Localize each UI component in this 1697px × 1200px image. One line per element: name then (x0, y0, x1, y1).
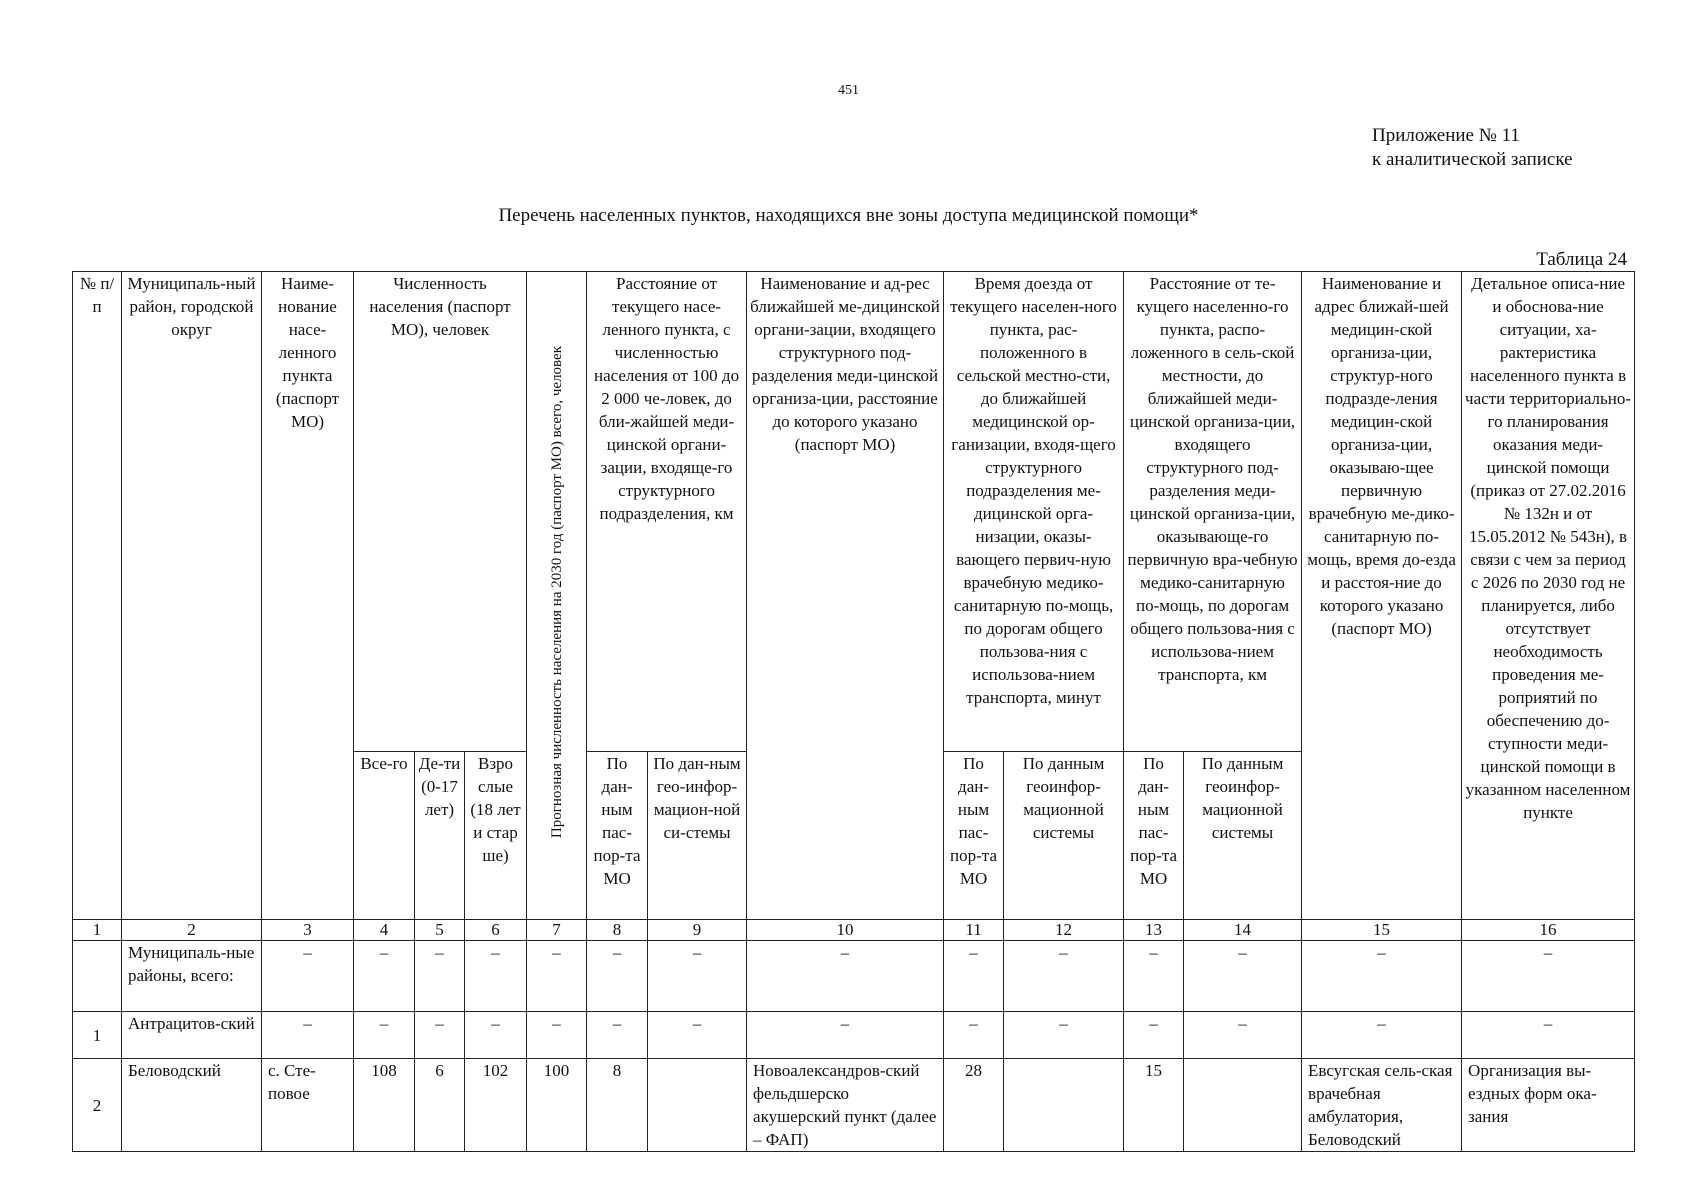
column-number: 11 (944, 920, 1004, 941)
cell-settlement: – (262, 941, 354, 1012)
header-col-4: Все-го (354, 752, 415, 920)
cell-number (73, 941, 122, 1012)
column-numbers-row (73, 920, 1635, 941)
header-col-7 (527, 272, 587, 920)
cell-time-passport: – (944, 941, 1004, 1012)
cell-rural-distance-gis (1184, 1059, 1302, 1152)
cell-rural-distance-passport: – (1124, 941, 1184, 1012)
header-col-9: По дан-ным гео-инфор-мацион-ной си-стемы (648, 752, 747, 920)
cell-total: 108 (354, 1059, 415, 1152)
cell-forecast-2030: 100 (527, 1059, 587, 1152)
column-number: 6 (465, 920, 527, 941)
column-number: 10 (747, 920, 944, 941)
cell-rural-distance-gis: – (1184, 1012, 1302, 1059)
cell-primary-care-org: – (1302, 1012, 1462, 1059)
column-number: 1 (73, 920, 122, 941)
header-col-13-14: Расстояние от те-кущего населенно-го пункта, распо-ложенного в сель-ской местности, до ближайшей меди-цинской организа-ции, входящего структурного под-разделения меди-цинской организа-ции, оказывающе-го первичную вра-чебную медико-санитарную по-мощь, по дорогам общего пользова-ния с использова-нием транспорта, км (1124, 272, 1302, 752)
cell-nearest-org: – (747, 941, 944, 1012)
column-number: 8 (587, 920, 648, 941)
header-col-3: Наиме-нование насе-ленного пункта (паспорт МО) (262, 272, 354, 920)
header-col-4-6: Численность населения (паспорт МО), человек (354, 272, 527, 752)
table-row (73, 941, 1635, 1012)
cell-district: Антрацитов-ский (122, 1012, 262, 1059)
cell-description: – (1462, 1012, 1635, 1059)
cell-children: 6 (415, 1059, 465, 1152)
table-row (73, 1059, 1635, 1152)
cell-distance-passport: 8 (587, 1059, 648, 1152)
cell-number: 1 (73, 1012, 122, 1059)
header-col-8-9: Расстояние от текущего насе-ленного пункта, с численностью населения от 100 до 2 000 че-ловек, до бли-жайшей меди-цинской органи-зации, входяще-го структурного подразделения, км (587, 272, 747, 752)
cell-children: – (415, 941, 465, 1012)
cell-distance-gis (648, 1059, 747, 1152)
cell-nearest-org: Новоалександров-ский фельдшерско акушерский пункт (далее – ФАП) (747, 1059, 944, 1152)
cell-settlement: – (262, 1012, 354, 1059)
settlements-table (72, 271, 1635, 1152)
header-col-7-text: Прогнозная численность населения на 2030 год (паспорт МО) всего, человек (548, 346, 565, 839)
header-col-16: Детальное описа-ние и обоснова-ние ситуации, ха-рактеристика населенного пункта в части территориально-го планирования оказания меди-цинской помощи (приказ от 27.02.2016 № 132н и от 15.05.2012 № 543н), в связи с чем за период с 2026 по 2030 год не планируется, либо отсутствует необходимость проведения ме-роприятий по обеспечению до-ступности меди-цинской помощи в указанном населенном пункте (1462, 272, 1635, 920)
cell-primary-care-org: – (1302, 941, 1462, 1012)
document-title: Перечень населенных пунктов, находящихся вне зоны доступа медицинской помощи* (498, 205, 1199, 226)
cell-total: – (354, 1012, 415, 1059)
cell-distance-passport: – (587, 1012, 648, 1059)
cell-district: Беловодский (122, 1059, 262, 1152)
table-label: Таблица 24 (1536, 249, 1627, 270)
cell-forecast-2030: – (527, 941, 587, 1012)
cell-nearest-org: – (747, 1012, 944, 1059)
header-col-11-12: Время доезда от текущего населен-ного пункта, рас-положенного в сельской местно-сти, до ближайшей медицинской ор-ганизации, входя-щего структурного подразделения ме-дицинской орга-низации, оказы-вающего первич-ную врачебную медико-санитарную по-мощь, по дорогам общего пользова-ния с использова-нием транспорта, минут (944, 272, 1124, 752)
column-number: 9 (648, 920, 747, 941)
cell-rural-distance-gis: – (1184, 941, 1302, 1012)
cell-adults: 102 (465, 1059, 527, 1152)
header-col-13: По дан-ным пас-пор-та МО (1124, 752, 1184, 920)
cell-distance-gis: – (648, 941, 747, 1012)
header-col-5: Де-ти (0-17 лет) (415, 752, 465, 920)
header-col-12: По данным геоинфор-мационной системы (1004, 752, 1124, 920)
cell-rural-distance-passport: 15 (1124, 1059, 1184, 1152)
appendix-caption (1372, 124, 1573, 172)
column-number: 14 (1184, 920, 1302, 941)
cell-time-gis (1004, 1059, 1124, 1152)
cell-time-gis: – (1004, 1012, 1124, 1059)
cell-rural-distance-passport: – (1124, 1012, 1184, 1059)
cell-description: – (1462, 941, 1635, 1012)
cell-adults: – (465, 1012, 527, 1059)
cell-time-passport: – (944, 1012, 1004, 1059)
cell-distance-gis: – (648, 1012, 747, 1059)
column-number: 13 (1124, 920, 1184, 941)
column-number: 16 (1462, 920, 1635, 941)
header-col-1: № п/п (73, 272, 122, 920)
column-number: 3 (262, 920, 354, 941)
table-row (73, 1012, 1635, 1059)
page-number: 451 (838, 83, 859, 98)
header-col-10: Наименование и ад-рес ближайшей ме-дицинской органи-зации, входящего структурного под-разделения меди-цинской организа-ции, расстояние до которого указано (паспорт МО) (747, 272, 944, 920)
cell-settlement: с. Сте-повое (262, 1059, 354, 1152)
header-col-11: По дан-ным пас-пор-та МО (944, 752, 1004, 920)
cell-children: – (415, 1012, 465, 1059)
cell-adults: – (465, 941, 527, 1012)
header-col-6: Взро слые (18 лет и стар ше) (465, 752, 527, 920)
cell-forecast-2030: – (527, 1012, 587, 1059)
cell-district: Муниципаль-ные районы, всего: (122, 941, 262, 1012)
column-number: 2 (122, 920, 262, 941)
column-number: 7 (527, 920, 587, 941)
column-number: 15 (1302, 920, 1462, 941)
appendix-line-1: Приложение № 11 (1372, 125, 1520, 146)
column-number: 4 (354, 920, 415, 941)
appendix-line-2: к аналитической записке (1372, 149, 1573, 170)
header-row-1 (73, 272, 1635, 752)
header-col-14: По данным геоинфор-мационной системы (1184, 752, 1302, 920)
cell-total: – (354, 941, 415, 1012)
column-number: 5 (415, 920, 465, 941)
cell-description: Организация вы-ездных форм ока-зания (1462, 1059, 1635, 1152)
cell-distance-passport: – (587, 941, 648, 1012)
cell-time-passport: 28 (944, 1059, 1004, 1152)
cell-time-gis: – (1004, 941, 1124, 1012)
header-col-15: Наименование и адрес ближай-шей медицин-ской организа-ции, структур-ного подразде-ления медицин-ской организа-ции, оказываю-щее первичную врачебную ме-дико-санитарную по-мощь, время до-езда и расстоя-ние до которого указано (паспорт МО) (1302, 272, 1462, 920)
cell-primary-care-org: Евсугская сель-ская врачебная амбулатория, Беловодский (1302, 1059, 1462, 1152)
column-number: 12 (1004, 920, 1124, 941)
header-col-8: По дан-ным пас-пор-та МО (587, 752, 648, 920)
cell-number: 2 (73, 1059, 122, 1152)
header-col-2: Муниципаль-ный район, городской округ (122, 272, 262, 920)
